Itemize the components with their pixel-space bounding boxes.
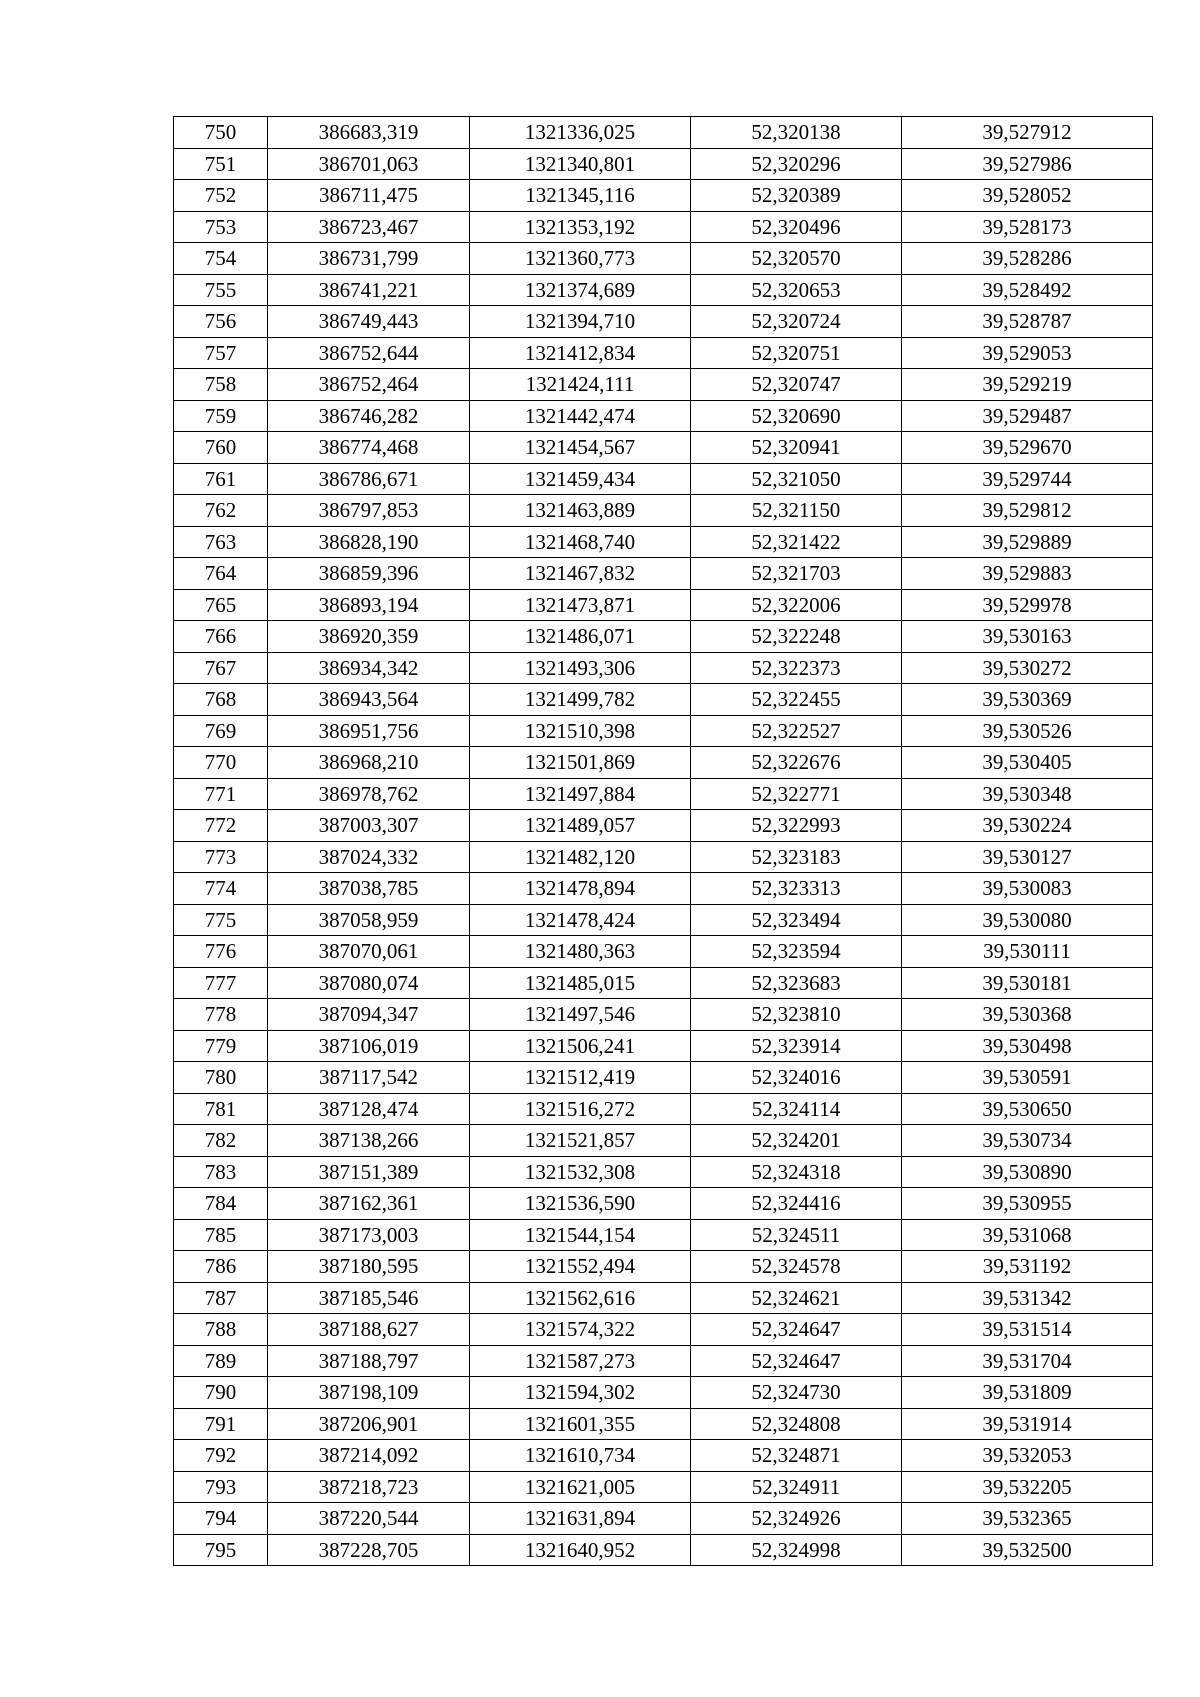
point-number-cell: 783 bbox=[174, 1156, 268, 1188]
x-coordinate-cell: 386746,282 bbox=[268, 400, 470, 432]
longitude-cell: 39,531068 bbox=[902, 1219, 1153, 1251]
x-coordinate-cell: 386749,443 bbox=[268, 306, 470, 338]
x-coordinate-cell: 387188,627 bbox=[268, 1314, 470, 1346]
latitude-cell: 52,323914 bbox=[691, 1030, 902, 1062]
x-coordinate-cell: 386752,464 bbox=[268, 369, 470, 401]
y-coordinate-cell: 1321394,710 bbox=[470, 306, 691, 338]
latitude-cell: 52,324416 bbox=[691, 1188, 902, 1220]
table-row bbox=[174, 1534, 1153, 1566]
point-number-cell: 791 bbox=[174, 1408, 268, 1440]
y-coordinate-cell: 1321467,832 bbox=[470, 558, 691, 590]
x-coordinate-cell: 387024,332 bbox=[268, 841, 470, 873]
latitude-cell: 52,320747 bbox=[691, 369, 902, 401]
longitude-cell: 39,530369 bbox=[902, 684, 1153, 716]
longitude-cell: 39,529053 bbox=[902, 337, 1153, 369]
point-number-cell: 751 bbox=[174, 148, 268, 180]
y-coordinate-cell: 1321640,952 bbox=[470, 1534, 691, 1566]
point-number-cell: 771 bbox=[174, 778, 268, 810]
latitude-cell: 52,324730 bbox=[691, 1377, 902, 1409]
y-coordinate-cell: 1321442,474 bbox=[470, 400, 691, 432]
latitude-cell: 52,324808 bbox=[691, 1408, 902, 1440]
x-coordinate-cell: 387206,901 bbox=[268, 1408, 470, 1440]
x-coordinate-cell: 386859,396 bbox=[268, 558, 470, 590]
point-number-cell: 782 bbox=[174, 1125, 268, 1157]
latitude-cell: 52,320941 bbox=[691, 432, 902, 464]
y-coordinate-cell: 1321610,734 bbox=[470, 1440, 691, 1472]
y-coordinate-cell: 1321562,616 bbox=[470, 1282, 691, 1314]
x-coordinate-cell: 387128,474 bbox=[268, 1093, 470, 1125]
latitude-cell: 52,324016 bbox=[691, 1062, 902, 1094]
x-coordinate-cell: 387138,266 bbox=[268, 1125, 470, 1157]
point-number-cell: 760 bbox=[174, 432, 268, 464]
x-coordinate-cell: 387188,797 bbox=[268, 1345, 470, 1377]
y-coordinate-cell: 1321468,740 bbox=[470, 526, 691, 558]
point-number-cell: 772 bbox=[174, 810, 268, 842]
x-coordinate-cell: 386943,564 bbox=[268, 684, 470, 716]
y-coordinate-cell: 1321463,889 bbox=[470, 495, 691, 527]
longitude-cell: 39,530498 bbox=[902, 1030, 1153, 1062]
table-row bbox=[174, 369, 1153, 401]
point-number-cell: 755 bbox=[174, 274, 268, 306]
point-number-cell: 780 bbox=[174, 1062, 268, 1094]
y-coordinate-cell: 1321521,857 bbox=[470, 1125, 691, 1157]
y-coordinate-cell: 1321424,111 bbox=[470, 369, 691, 401]
x-coordinate-cell: 386951,756 bbox=[268, 715, 470, 747]
y-coordinate-cell: 1321489,057 bbox=[470, 810, 691, 842]
y-coordinate-cell: 1321473,871 bbox=[470, 589, 691, 621]
x-coordinate-cell: 387003,307 bbox=[268, 810, 470, 842]
latitude-cell: 52,324926 bbox=[691, 1503, 902, 1535]
coordinates-table bbox=[173, 116, 1153, 1566]
table-row bbox=[174, 747, 1153, 779]
y-coordinate-cell: 1321360,773 bbox=[470, 243, 691, 275]
point-number-cell: 763 bbox=[174, 526, 268, 558]
x-coordinate-cell: 386968,210 bbox=[268, 747, 470, 779]
table-row bbox=[174, 400, 1153, 432]
x-coordinate-cell: 386774,468 bbox=[268, 432, 470, 464]
latitude-cell: 52,323594 bbox=[691, 936, 902, 968]
latitude-cell: 52,322527 bbox=[691, 715, 902, 747]
x-coordinate-cell: 386752,644 bbox=[268, 337, 470, 369]
y-coordinate-cell: 1321486,071 bbox=[470, 621, 691, 653]
table-row bbox=[174, 495, 1153, 527]
latitude-cell: 52,322676 bbox=[691, 747, 902, 779]
point-number-cell: 792 bbox=[174, 1440, 268, 1472]
point-number-cell: 754 bbox=[174, 243, 268, 275]
longitude-cell: 39,532500 bbox=[902, 1534, 1153, 1566]
x-coordinate-cell: 387094,347 bbox=[268, 999, 470, 1031]
y-coordinate-cell: 1321482,120 bbox=[470, 841, 691, 873]
table-row bbox=[174, 967, 1153, 999]
longitude-cell: 39,528052 bbox=[902, 180, 1153, 212]
longitude-cell: 39,530650 bbox=[902, 1093, 1153, 1125]
point-number-cell: 794 bbox=[174, 1503, 268, 1535]
table-row bbox=[174, 1251, 1153, 1283]
table-row bbox=[174, 936, 1153, 968]
y-coordinate-cell: 1321336,025 bbox=[470, 117, 691, 149]
latitude-cell: 52,321050 bbox=[691, 463, 902, 495]
x-coordinate-cell: 387080,074 bbox=[268, 967, 470, 999]
y-coordinate-cell: 1321499,782 bbox=[470, 684, 691, 716]
coordinates-table-body bbox=[174, 117, 1153, 1566]
latitude-cell: 52,321150 bbox=[691, 495, 902, 527]
table-row bbox=[174, 841, 1153, 873]
table-row bbox=[174, 243, 1153, 275]
point-number-cell: 750 bbox=[174, 117, 268, 149]
y-coordinate-cell: 1321510,398 bbox=[470, 715, 691, 747]
latitude-cell: 52,322993 bbox=[691, 810, 902, 842]
latitude-cell: 52,323183 bbox=[691, 841, 902, 873]
longitude-cell: 39,529889 bbox=[902, 526, 1153, 558]
table-row bbox=[174, 904, 1153, 936]
point-number-cell: 757 bbox=[174, 337, 268, 369]
table-row bbox=[174, 684, 1153, 716]
table-row bbox=[174, 1219, 1153, 1251]
latitude-cell: 52,320690 bbox=[691, 400, 902, 432]
latitude-cell: 52,320751 bbox=[691, 337, 902, 369]
longitude-cell: 39,530955 bbox=[902, 1188, 1153, 1220]
table-row bbox=[174, 432, 1153, 464]
longitude-cell: 39,530348 bbox=[902, 778, 1153, 810]
x-coordinate-cell: 386786,671 bbox=[268, 463, 470, 495]
x-coordinate-cell: 387214,092 bbox=[268, 1440, 470, 1472]
latitude-cell: 52,324647 bbox=[691, 1345, 902, 1377]
y-coordinate-cell: 1321374,689 bbox=[470, 274, 691, 306]
table-row bbox=[174, 526, 1153, 558]
latitude-cell: 52,323683 bbox=[691, 967, 902, 999]
point-number-cell: 759 bbox=[174, 400, 268, 432]
point-number-cell: 752 bbox=[174, 180, 268, 212]
table-row bbox=[174, 1440, 1153, 1472]
x-coordinate-cell: 387218,723 bbox=[268, 1471, 470, 1503]
latitude-cell: 52,323810 bbox=[691, 999, 902, 1031]
longitude-cell: 39,530181 bbox=[902, 967, 1153, 999]
latitude-cell: 52,324621 bbox=[691, 1282, 902, 1314]
x-coordinate-cell: 387038,785 bbox=[268, 873, 470, 905]
y-coordinate-cell: 1321412,834 bbox=[470, 337, 691, 369]
table-row bbox=[174, 117, 1153, 149]
table-row bbox=[174, 1062, 1153, 1094]
longitude-cell: 39,530368 bbox=[902, 999, 1153, 1031]
table-row bbox=[174, 337, 1153, 369]
point-number-cell: 767 bbox=[174, 652, 268, 684]
y-coordinate-cell: 1321459,434 bbox=[470, 463, 691, 495]
x-coordinate-cell: 387117,542 bbox=[268, 1062, 470, 1094]
x-coordinate-cell: 386741,221 bbox=[268, 274, 470, 306]
x-coordinate-cell: 387180,595 bbox=[268, 1251, 470, 1283]
point-number-cell: 762 bbox=[174, 495, 268, 527]
y-coordinate-cell: 1321345,116 bbox=[470, 180, 691, 212]
table-row bbox=[174, 148, 1153, 180]
longitude-cell: 39,530526 bbox=[902, 715, 1153, 747]
x-coordinate-cell: 386978,762 bbox=[268, 778, 470, 810]
longitude-cell: 39,529219 bbox=[902, 369, 1153, 401]
longitude-cell: 39,530163 bbox=[902, 621, 1153, 653]
latitude-cell: 52,320389 bbox=[691, 180, 902, 212]
longitude-cell: 39,527912 bbox=[902, 117, 1153, 149]
latitude-cell: 52,321703 bbox=[691, 558, 902, 590]
y-coordinate-cell: 1321454,567 bbox=[470, 432, 691, 464]
point-number-cell: 768 bbox=[174, 684, 268, 716]
longitude-cell: 39,532365 bbox=[902, 1503, 1153, 1535]
latitude-cell: 52,324511 bbox=[691, 1219, 902, 1251]
longitude-cell: 39,530734 bbox=[902, 1125, 1153, 1157]
point-number-cell: 774 bbox=[174, 873, 268, 905]
point-number-cell: 788 bbox=[174, 1314, 268, 1346]
x-coordinate-cell: 387173,003 bbox=[268, 1219, 470, 1251]
table-row bbox=[174, 1188, 1153, 1220]
longitude-cell: 39,530127 bbox=[902, 841, 1153, 873]
table-row bbox=[174, 180, 1153, 212]
latitude-cell: 52,320496 bbox=[691, 211, 902, 243]
latitude-cell: 52,321422 bbox=[691, 526, 902, 558]
latitude-cell: 52,324318 bbox=[691, 1156, 902, 1188]
point-number-cell: 779 bbox=[174, 1030, 268, 1062]
x-coordinate-cell: 386797,853 bbox=[268, 495, 470, 527]
x-coordinate-cell: 387220,544 bbox=[268, 1503, 470, 1535]
table-row bbox=[174, 1030, 1153, 1062]
point-number-cell: 787 bbox=[174, 1282, 268, 1314]
table-row bbox=[174, 1314, 1153, 1346]
latitude-cell: 52,324578 bbox=[691, 1251, 902, 1283]
y-coordinate-cell: 1321532,308 bbox=[470, 1156, 691, 1188]
x-coordinate-cell: 386934,342 bbox=[268, 652, 470, 684]
y-coordinate-cell: 1321478,424 bbox=[470, 904, 691, 936]
table-row bbox=[174, 274, 1153, 306]
longitude-cell: 39,531809 bbox=[902, 1377, 1153, 1409]
longitude-cell: 39,531914 bbox=[902, 1408, 1153, 1440]
x-coordinate-cell: 386893,194 bbox=[268, 589, 470, 621]
x-coordinate-cell: 387058,959 bbox=[268, 904, 470, 936]
x-coordinate-cell: 386683,319 bbox=[268, 117, 470, 149]
x-coordinate-cell: 387162,361 bbox=[268, 1188, 470, 1220]
latitude-cell: 52,324998 bbox=[691, 1534, 902, 1566]
table-row bbox=[174, 1093, 1153, 1125]
table-row bbox=[174, 1125, 1153, 1157]
point-number-cell: 773 bbox=[174, 841, 268, 873]
y-coordinate-cell: 1321512,419 bbox=[470, 1062, 691, 1094]
longitude-cell: 39,529978 bbox=[902, 589, 1153, 621]
y-coordinate-cell: 1321497,884 bbox=[470, 778, 691, 810]
latitude-cell: 52,320570 bbox=[691, 243, 902, 275]
latitude-cell: 52,320653 bbox=[691, 274, 902, 306]
y-coordinate-cell: 1321493,306 bbox=[470, 652, 691, 684]
y-coordinate-cell: 1321516,272 bbox=[470, 1093, 691, 1125]
latitude-cell: 52,323313 bbox=[691, 873, 902, 905]
table-row bbox=[174, 621, 1153, 653]
longitude-cell: 39,530890 bbox=[902, 1156, 1153, 1188]
longitude-cell: 39,530272 bbox=[902, 652, 1153, 684]
longitude-cell: 39,529744 bbox=[902, 463, 1153, 495]
point-number-cell: 785 bbox=[174, 1219, 268, 1251]
y-coordinate-cell: 1321544,154 bbox=[470, 1219, 691, 1251]
longitude-cell: 39,530083 bbox=[902, 873, 1153, 905]
latitude-cell: 52,322771 bbox=[691, 778, 902, 810]
y-coordinate-cell: 1321601,355 bbox=[470, 1408, 691, 1440]
point-number-cell: 784 bbox=[174, 1188, 268, 1220]
latitude-cell: 52,324871 bbox=[691, 1440, 902, 1472]
latitude-cell: 52,324647 bbox=[691, 1314, 902, 1346]
table-row bbox=[174, 810, 1153, 842]
point-number-cell: 793 bbox=[174, 1471, 268, 1503]
point-number-cell: 765 bbox=[174, 589, 268, 621]
y-coordinate-cell: 1321501,869 bbox=[470, 747, 691, 779]
point-number-cell: 764 bbox=[174, 558, 268, 590]
latitude-cell: 52,324201 bbox=[691, 1125, 902, 1157]
x-coordinate-cell: 387070,061 bbox=[268, 936, 470, 968]
longitude-cell: 39,529812 bbox=[902, 495, 1153, 527]
point-number-cell: 776 bbox=[174, 936, 268, 968]
table-row bbox=[174, 463, 1153, 495]
table-row bbox=[174, 558, 1153, 590]
point-number-cell: 777 bbox=[174, 967, 268, 999]
longitude-cell: 39,528492 bbox=[902, 274, 1153, 306]
table-row bbox=[174, 1503, 1153, 1535]
y-coordinate-cell: 1321480,363 bbox=[470, 936, 691, 968]
y-coordinate-cell: 1321478,894 bbox=[470, 873, 691, 905]
latitude-cell: 52,322006 bbox=[691, 589, 902, 621]
latitude-cell: 52,324114 bbox=[691, 1093, 902, 1125]
x-coordinate-cell: 386920,359 bbox=[268, 621, 470, 653]
x-coordinate-cell: 386731,799 bbox=[268, 243, 470, 275]
point-number-cell: 781 bbox=[174, 1093, 268, 1125]
table-row bbox=[174, 652, 1153, 684]
table-row bbox=[174, 1377, 1153, 1409]
x-coordinate-cell: 386723,467 bbox=[268, 211, 470, 243]
table-row bbox=[174, 873, 1153, 905]
table-row bbox=[174, 999, 1153, 1031]
longitude-cell: 39,529883 bbox=[902, 558, 1153, 590]
table-row bbox=[174, 211, 1153, 243]
longitude-cell: 39,530405 bbox=[902, 747, 1153, 779]
point-number-cell: 775 bbox=[174, 904, 268, 936]
table-row bbox=[174, 1408, 1153, 1440]
point-number-cell: 790 bbox=[174, 1377, 268, 1409]
latitude-cell: 52,322373 bbox=[691, 652, 902, 684]
y-coordinate-cell: 1321552,494 bbox=[470, 1251, 691, 1283]
x-coordinate-cell: 386828,190 bbox=[268, 526, 470, 558]
point-number-cell: 789 bbox=[174, 1345, 268, 1377]
table-row bbox=[174, 715, 1153, 747]
longitude-cell: 39,527986 bbox=[902, 148, 1153, 180]
x-coordinate-cell: 387106,019 bbox=[268, 1030, 470, 1062]
x-coordinate-cell: 387198,109 bbox=[268, 1377, 470, 1409]
y-coordinate-cell: 1321506,241 bbox=[470, 1030, 691, 1062]
y-coordinate-cell: 1321621,005 bbox=[470, 1471, 691, 1503]
longitude-cell: 39,530111 bbox=[902, 936, 1153, 968]
longitude-cell: 39,531342 bbox=[902, 1282, 1153, 1314]
latitude-cell: 52,322455 bbox=[691, 684, 902, 716]
table-row bbox=[174, 1282, 1153, 1314]
y-coordinate-cell: 1321574,322 bbox=[470, 1314, 691, 1346]
longitude-cell: 39,532053 bbox=[902, 1440, 1153, 1472]
point-number-cell: 756 bbox=[174, 306, 268, 338]
y-coordinate-cell: 1321536,590 bbox=[470, 1188, 691, 1220]
latitude-cell: 52,320138 bbox=[691, 117, 902, 149]
x-coordinate-cell: 386701,063 bbox=[268, 148, 470, 180]
y-coordinate-cell: 1321594,302 bbox=[470, 1377, 691, 1409]
point-number-cell: 778 bbox=[174, 999, 268, 1031]
x-coordinate-cell: 387185,546 bbox=[268, 1282, 470, 1314]
y-coordinate-cell: 1321340,801 bbox=[470, 148, 691, 180]
x-coordinate-cell: 387228,705 bbox=[268, 1534, 470, 1566]
table-row bbox=[174, 589, 1153, 621]
longitude-cell: 39,530080 bbox=[902, 904, 1153, 936]
longitude-cell: 39,529487 bbox=[902, 400, 1153, 432]
longitude-cell: 39,530591 bbox=[902, 1062, 1153, 1094]
point-number-cell: 795 bbox=[174, 1534, 268, 1566]
y-coordinate-cell: 1321353,192 bbox=[470, 211, 691, 243]
longitude-cell: 39,528286 bbox=[902, 243, 1153, 275]
latitude-cell: 52,324911 bbox=[691, 1471, 902, 1503]
y-coordinate-cell: 1321587,273 bbox=[470, 1345, 691, 1377]
y-coordinate-cell: 1321497,546 bbox=[470, 999, 691, 1031]
table-row bbox=[174, 1156, 1153, 1188]
longitude-cell: 39,531704 bbox=[902, 1345, 1153, 1377]
longitude-cell: 39,530224 bbox=[902, 810, 1153, 842]
x-coordinate-cell: 386711,475 bbox=[268, 180, 470, 212]
point-number-cell: 753 bbox=[174, 211, 268, 243]
table-row bbox=[174, 306, 1153, 338]
latitude-cell: 52,323494 bbox=[691, 904, 902, 936]
longitude-cell: 39,528787 bbox=[902, 306, 1153, 338]
latitude-cell: 52,322248 bbox=[691, 621, 902, 653]
point-number-cell: 761 bbox=[174, 463, 268, 495]
point-number-cell: 770 bbox=[174, 747, 268, 779]
latitude-cell: 52,320296 bbox=[691, 148, 902, 180]
table-row bbox=[174, 778, 1153, 810]
point-number-cell: 758 bbox=[174, 369, 268, 401]
longitude-cell: 39,528173 bbox=[902, 211, 1153, 243]
point-number-cell: 766 bbox=[174, 621, 268, 653]
latitude-cell: 52,320724 bbox=[691, 306, 902, 338]
longitude-cell: 39,531192 bbox=[902, 1251, 1153, 1283]
x-coordinate-cell: 387151,389 bbox=[268, 1156, 470, 1188]
table-row bbox=[174, 1345, 1153, 1377]
longitude-cell: 39,532205 bbox=[902, 1471, 1153, 1503]
point-number-cell: 786 bbox=[174, 1251, 268, 1283]
table-row bbox=[174, 1471, 1153, 1503]
y-coordinate-cell: 1321631,894 bbox=[470, 1503, 691, 1535]
longitude-cell: 39,529670 bbox=[902, 432, 1153, 464]
longitude-cell: 39,531514 bbox=[902, 1314, 1153, 1346]
y-coordinate-cell: 1321485,015 bbox=[470, 967, 691, 999]
point-number-cell: 769 bbox=[174, 715, 268, 747]
